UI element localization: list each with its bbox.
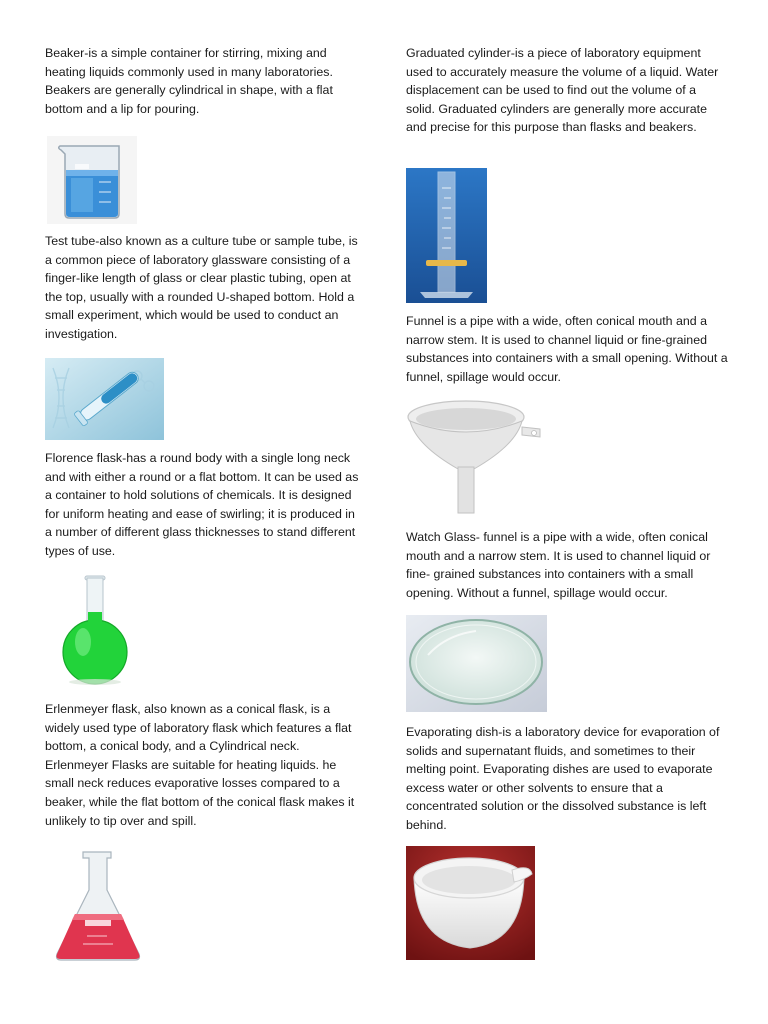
graduated-cylinder-description: Graduated cylinder-is a piece of laboratory equipment used to accurately measure the volume of a liquid. Water displacement can be used to find out the volume of a solid. Graduated cylinders are generally more accurate and precise for this purpose than flasks and beakers. (406, 46, 719, 135)
evaporating-dish-description: Evaporating dish-is a laboratory device for evaporation of solids and supernatant fluids, and sometimes to their melting point. Evaporating dishes are used to evaporate excess water or other solvents to ensure that a concentrated solution or the dissolved substance is left behind. (406, 725, 720, 832)
evaporating-dish-photo (406, 846, 535, 960)
florence-flask-description: Florence flask-has a round body with a single long neck and with either a round or a flat bottom. It can be used as a container to hold solutions of chemicals. It is designed for uniform heating and ease of swirling; it is produced in a number of different glass thicknesses to stand different types of use. (45, 451, 359, 558)
beaker-photo (47, 136, 137, 224)
test-tube-description: Test tube-also known as a culture tube or sample tube, is a common piece of laboratory glassware consisting of a finger-like length of glass or clear plastic tubing, open at the top, usually with a rounded U-shaped bottom. Hold a small experiment, which would be used to conduct an investigation. (45, 234, 358, 341)
florence-flask-photo (47, 574, 139, 686)
watch-glass-description: Watch Glass- funnel is a pipe with a wide, often conical mouth and a narrow stem. It is used to channel liquid or fine- grained substances into containers with a small opening. Without a funnel, spillage would occur. (406, 530, 711, 600)
erlenmeyer-flask-description: Erlenmeyer flask, also known as a conical flask, is a widely used type of laboratory flask which features a flat bottom, a conical body, and a Cylindrical neck. Erlenmeyer Flasks are suitable for heating liquids. he small neck reduces evaporative losses compared to a beaker, while the flat bottom of the conical flask makes it unlikely to tip over and spill. (45, 702, 355, 828)
graduated-cylinder-photo (406, 168, 487, 303)
funnel-description: Funnel is a pipe with a wide, often conical mouth and a narrow stem. It is used to channel liquid or fine-grained substances into containers with a small opening. Without a funnel, spillage would occur. (406, 314, 728, 384)
erlenmeyer-flask-photo (47, 850, 149, 964)
watch-glass-photo (406, 615, 547, 712)
beaker-description: Beaker-is a simple container for stirring, mixing and heating liquids commonly used in many laboratories. Beakers are generally cylindrical in shape, with a flat bottom and a lip for pouring. (45, 46, 333, 116)
test-tube-photo (45, 358, 164, 440)
funnel-photo (406, 399, 546, 517)
